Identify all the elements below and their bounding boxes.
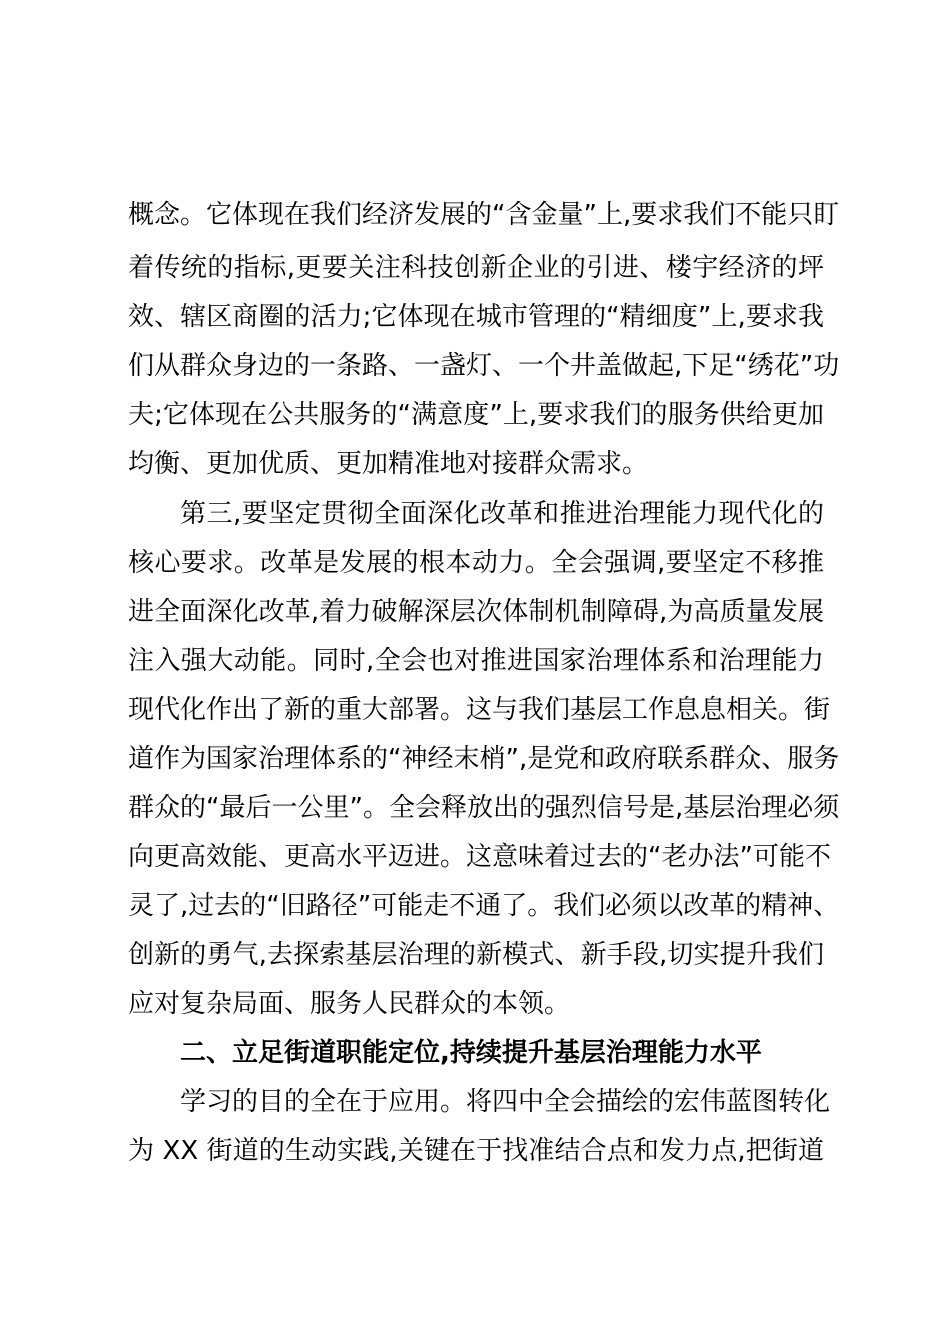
- paragraph-2-line-11: 应对复杂局面、服务人民群众的本领。: [128, 989, 571, 1019]
- paragraph-1-line-5: 夫;它体现在公共服务的“满意度”上,要求我们的服务供给更加: [128, 400, 824, 430]
- paragraph-2-line-2: 核心要求。改革是发展的根本动力。全会强调,要坚定不移推: [128, 548, 824, 578]
- paragraph-1-line-2: 着传统的指标,更要关注科技创新企业的引进、楼宇经济的坪: [128, 253, 824, 283]
- paragraph-1-line-3: 效、辖区商圈的活力;它体现在城市管理的“精细度”上,要求我: [128, 302, 824, 332]
- paragraph-3-line-2: 为 XX 街道的生动实践,关键在于找准结合点和发力点,把街道: [128, 1136, 824, 1166]
- paragraph-1-line-4: 们从群众身边的一条路、一盏灯、一个井盖做起,下足“绣花”功: [128, 351, 840, 381]
- paragraph-2-line-4: 注入强大动能。同时,全会也对推进国家治理体系和治理能力: [128, 646, 824, 676]
- paragraph-2-line-1: 第三,要坚定贯彻全面深化改革和推进治理能力现代化的: [180, 499, 824, 529]
- section-heading: 二、立足街道职能定位,持续提升基层治理能力水平: [180, 1038, 762, 1068]
- paragraph-2-line-8: 向更高效能、更高水平迈进。这意味着过去的“老办法”可能不: [128, 842, 831, 872]
- paragraph-1-line-1: 概念。它体现在我们经济发展的“含金量”上,要求我们不能只盯: [128, 200, 840, 230]
- paragraph-3-line-1: 学习的目的全在于应用。将四中全会描绘的宏伟蓝图转化: [180, 1087, 831, 1117]
- paragraph-2-line-5: 现代化作出了新的重大部署。这与我们基层工作息息相关。街: [128, 695, 831, 725]
- paragraph-2-line-3: 进全面深化改革,着力破解深层次体制机制障碍,为高质量发展: [128, 597, 824, 627]
- paragraph-2-line-9: 灵了,过去的“旧路径”可能走不通了。我们必须以改革的精神、: [128, 891, 840, 921]
- paragraph-2-line-10: 创新的勇气,去探索基层治理的新模式、新手段,切实提升我们: [128, 940, 824, 970]
- paragraph-1-line-6: 均衡、更加优质、更加精准地对接群众需求。: [128, 449, 649, 479]
- paragraph-2-line-6: 道作为国家治理体系的“神经末梢”,是党和政府联系群众、服务: [128, 744, 840, 774]
- paragraph-2-line-7: 群众的“最后一公里”。全会释放出的强烈信号是,基层治理必须: [128, 793, 840, 823]
